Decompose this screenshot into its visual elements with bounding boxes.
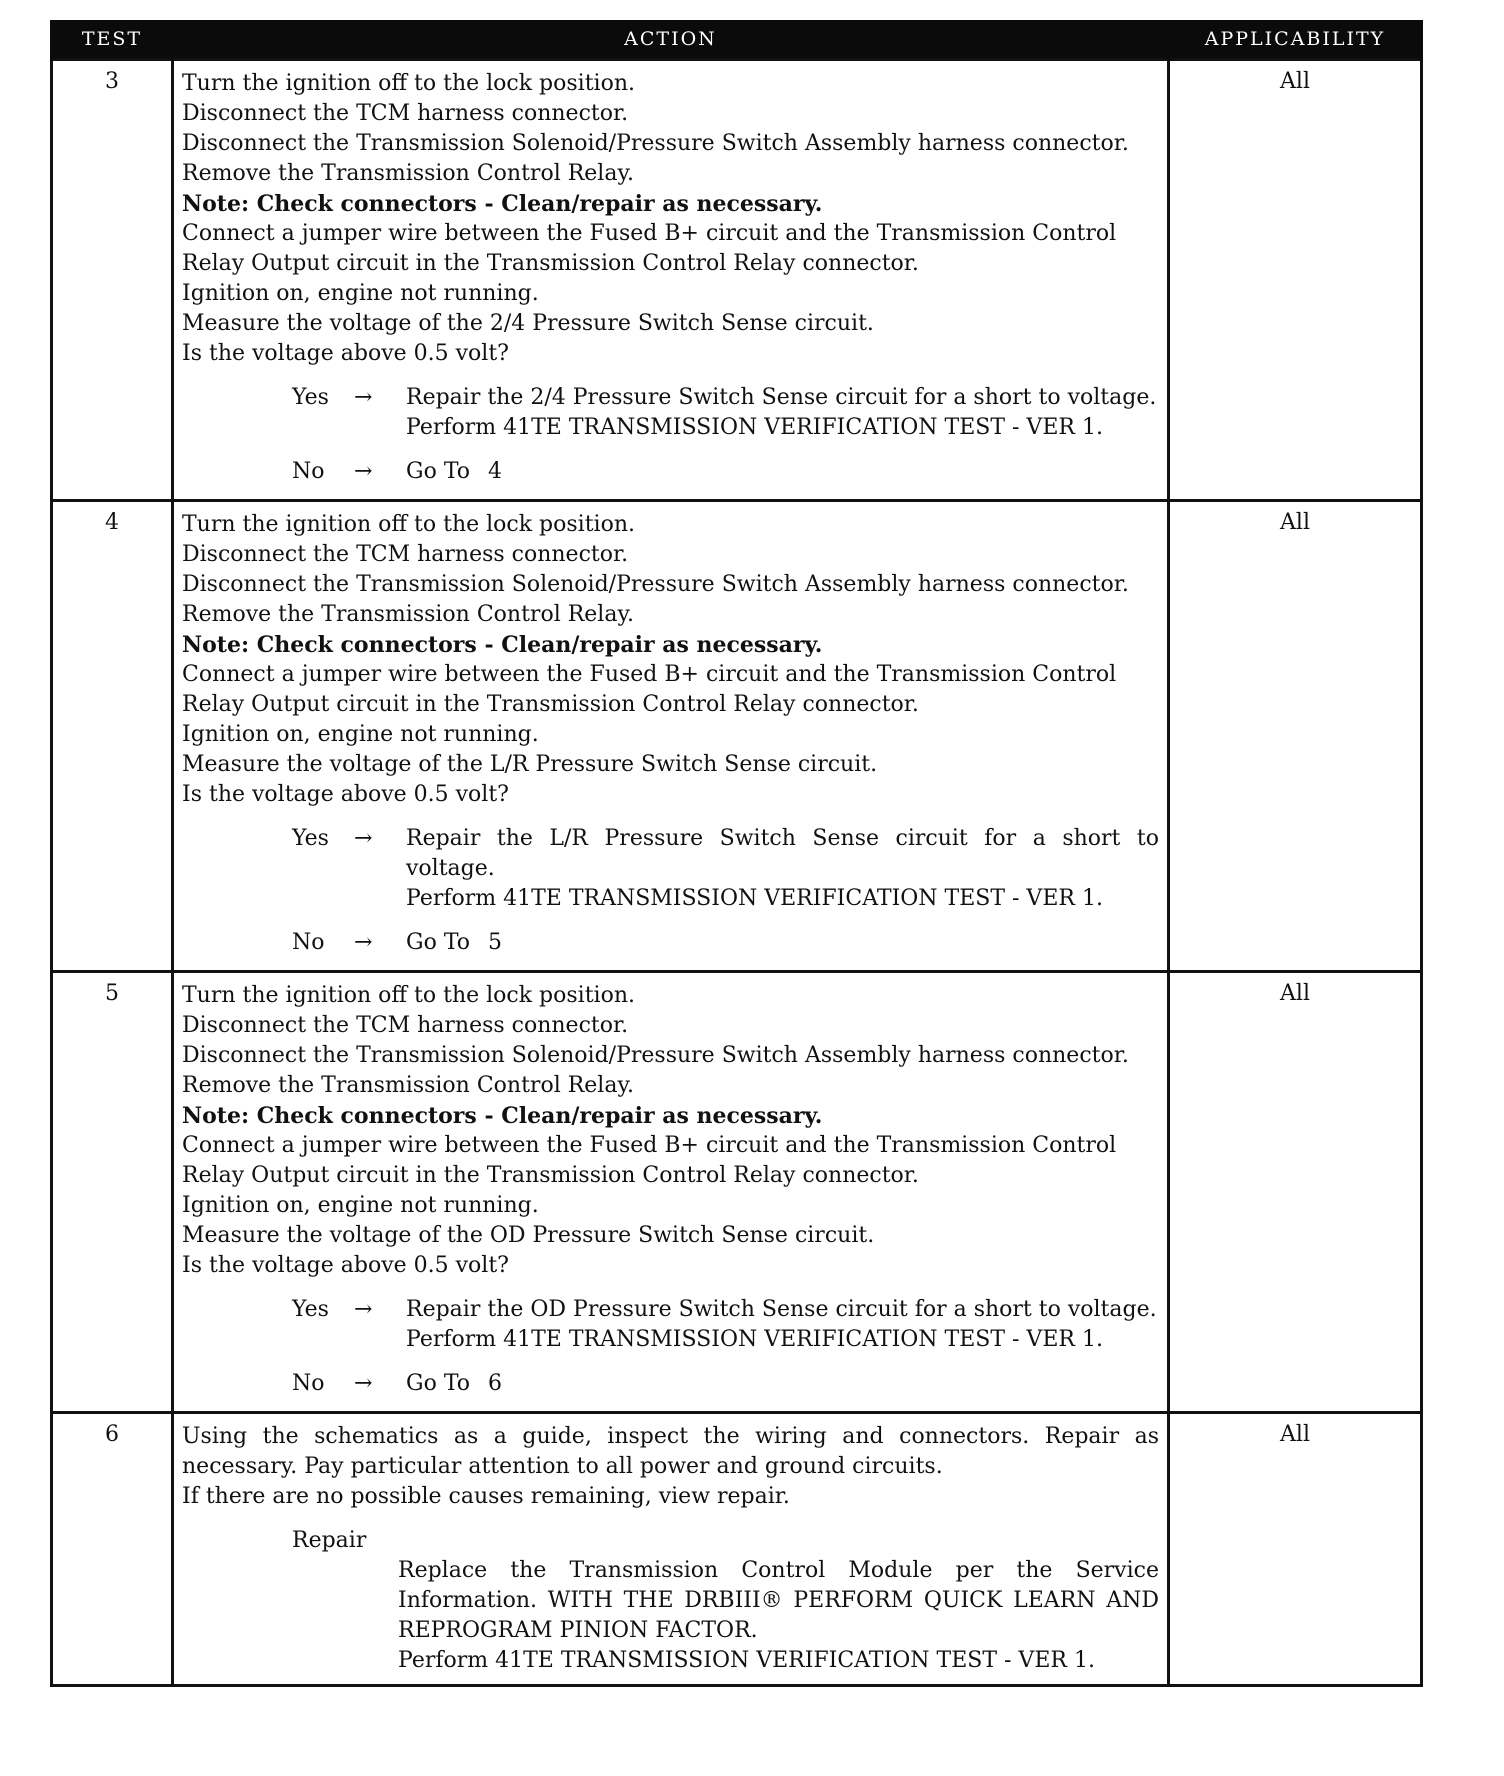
yes-action-line: Perform 41TE TRANSMISSION VERIFICATION TEST - VER 1. xyxy=(406,415,1103,440)
no-branch xyxy=(182,928,1159,958)
yes-action xyxy=(406,824,1159,914)
step-text: Ignition on, engine not running. xyxy=(182,281,539,306)
step-text: Disconnect the Transmission Solenoid/Pressure Switch Assembly harness connector. xyxy=(182,1043,1129,1068)
table-row xyxy=(52,972,1422,1413)
note-text: Note: Check connectors - Clean/repair as necessary. xyxy=(182,191,823,217)
action-cell xyxy=(173,972,1169,1413)
goto-target: 4 xyxy=(488,459,503,484)
action-cell xyxy=(173,501,1169,972)
yes-label: Yes xyxy=(292,1297,329,1322)
goto-text: Go To xyxy=(406,1371,471,1396)
step-text: Ignition on, engine not running. xyxy=(182,722,539,747)
no-label: No xyxy=(292,930,325,955)
test-number: 6 xyxy=(52,1413,173,1686)
no-branch xyxy=(182,1369,1159,1399)
no-action xyxy=(406,457,1159,487)
goto-target: 6 xyxy=(488,1371,503,1396)
step-text: Remove the Transmission Control Relay. xyxy=(182,1073,634,1098)
step-text: Disconnect the TCM harness connector. xyxy=(182,542,629,567)
no-branch xyxy=(182,457,1159,487)
step-text: Using the schematics as a guide, inspect the wiring and connectors. Repair as necessary. Pay particular attention to all power and ground circuits. xyxy=(182,1424,1159,1479)
question-text: Is the voltage above 0.5 volt? xyxy=(182,1253,509,1278)
yes-action-line: Perform 41TE TRANSMISSION VERIFICATION TEST - VER 1. xyxy=(406,886,1103,911)
step-text: Remove the Transmission Control Relay. xyxy=(182,602,634,627)
arrow-right-icon: → xyxy=(354,385,373,410)
table-row xyxy=(52,60,1422,501)
test-procedure-table xyxy=(50,20,1423,1687)
step-text: Measure the voltage of the OD Pressure Switch Sense circuit. xyxy=(182,1223,875,1248)
applicability-value: All xyxy=(1169,972,1422,1413)
applicability-value: All xyxy=(1169,1413,1422,1686)
header-action: ACTION xyxy=(173,20,1169,60)
step-text: Measure the voltage of the L/R Pressure Switch Sense circuit. xyxy=(182,752,878,777)
yes-action xyxy=(406,1295,1159,1355)
step-text: Disconnect the Transmission Solenoid/Pressure Switch Assembly harness connector. xyxy=(182,572,1129,597)
header-applicability: APPLICABILITY xyxy=(1169,20,1422,60)
step-text: Disconnect the TCM harness connector. xyxy=(182,1013,629,1038)
diagnostic-procedure-page xyxy=(50,20,1420,1687)
table-row xyxy=(52,1413,1422,1686)
arrow-right-icon: → xyxy=(354,930,373,955)
step-text: Measure the voltage of the 2/4 Pressure Switch Sense circuit. xyxy=(182,311,874,336)
repair-label: Repair xyxy=(292,1528,367,1553)
arrow-right-icon: → xyxy=(354,459,373,484)
action-cell xyxy=(173,1413,1169,1686)
answer-branches xyxy=(182,383,1159,487)
test-number: 3 xyxy=(52,60,173,501)
step-text: Connect a jumper wire between the Fused B+ circuit and the Transmission Control Relay Output circuit in the Transmission Control Relay connector. xyxy=(182,1133,1117,1188)
yes-action-line: Repair the L/R Pressure Switch Sense circuit for a short to voltage. xyxy=(406,826,1159,881)
yes-action-line: Repair the 2/4 Pressure Switch Sense circuit for a short to voltage. xyxy=(406,385,1157,410)
arrow-right-icon: → xyxy=(354,1297,373,1322)
step-text: Turn the ignition off to the lock position. xyxy=(182,71,635,96)
no-label: No xyxy=(292,459,325,484)
yes-action xyxy=(406,383,1159,443)
step-text: If there are no possible causes remaining, view repair. xyxy=(182,1484,790,1509)
arrow-right-icon: → xyxy=(354,826,373,851)
step-text: Disconnect the Transmission Solenoid/Pressure Switch Assembly harness connector. xyxy=(182,131,1129,156)
action-cell xyxy=(173,60,1169,501)
no-action xyxy=(406,1369,1159,1399)
test-number: 5 xyxy=(52,972,173,1413)
yes-action-line: Repair the OD Pressure Switch Sense circuit for a short to voltage. xyxy=(406,1297,1157,1322)
answer-branches xyxy=(182,1295,1159,1399)
step-text: Disconnect the TCM harness connector. xyxy=(182,101,629,126)
step-text: Ignition on, engine not running. xyxy=(182,1193,539,1218)
no-label: No xyxy=(292,1371,325,1396)
step-text: Connect a jumper wire between the Fused B+ circuit and the Transmission Control Relay Output circuit in the Transmission Control Relay connector. xyxy=(182,221,1117,276)
applicability-value: All xyxy=(1169,501,1422,972)
yes-label: Yes xyxy=(292,826,329,851)
question-text: Is the voltage above 0.5 volt? xyxy=(182,341,509,366)
applicability-value: All xyxy=(1169,60,1422,501)
question-text: Is the voltage above 0.5 volt? xyxy=(182,782,509,807)
note-text: Note: Check connectors - Clean/repair as necessary. xyxy=(182,1103,823,1129)
yes-action-line: Perform 41TE TRANSMISSION VERIFICATION TEST - VER 1. xyxy=(406,1327,1103,1352)
repair-action xyxy=(398,1556,1159,1676)
step-text: Connect a jumper wire between the Fused B+ circuit and the Transmission Control Relay Output circuit in the Transmission Control Relay connector. xyxy=(182,662,1117,717)
goto-text: Go To xyxy=(406,930,471,955)
arrow-right-icon: → xyxy=(354,1371,373,1396)
no-action xyxy=(406,928,1159,958)
yes-label: Yes xyxy=(292,385,329,410)
repair-action-line: Perform 41TE TRANSMISSION VERIFICATION TEST - VER 1. xyxy=(398,1648,1095,1673)
yes-branch xyxy=(182,1295,1159,1355)
yes-branch xyxy=(182,383,1159,443)
yes-branch xyxy=(182,824,1159,914)
step-text: Turn the ignition off to the lock position. xyxy=(182,983,635,1008)
goto-target: 5 xyxy=(488,930,503,955)
repair-branch xyxy=(182,1526,1159,1676)
note-text: Note: Check connectors - Clean/repair as necessary. xyxy=(182,632,823,658)
test-number: 4 xyxy=(52,501,173,972)
step-text: Turn the ignition off to the lock position. xyxy=(182,512,635,537)
step-text: Remove the Transmission Control Relay. xyxy=(182,161,634,186)
answer-branches xyxy=(182,824,1159,958)
header-test: TEST xyxy=(52,20,173,60)
table-header-row xyxy=(52,20,1422,60)
table-row xyxy=(52,501,1422,972)
goto-text: Go To xyxy=(406,459,471,484)
repair-action-line: Replace the Transmission Control Module per the Service Information. WITH THE DRBIII® PERFORM QUICK LEARN AND REPROGRAM PINION FACTOR. xyxy=(398,1558,1159,1643)
